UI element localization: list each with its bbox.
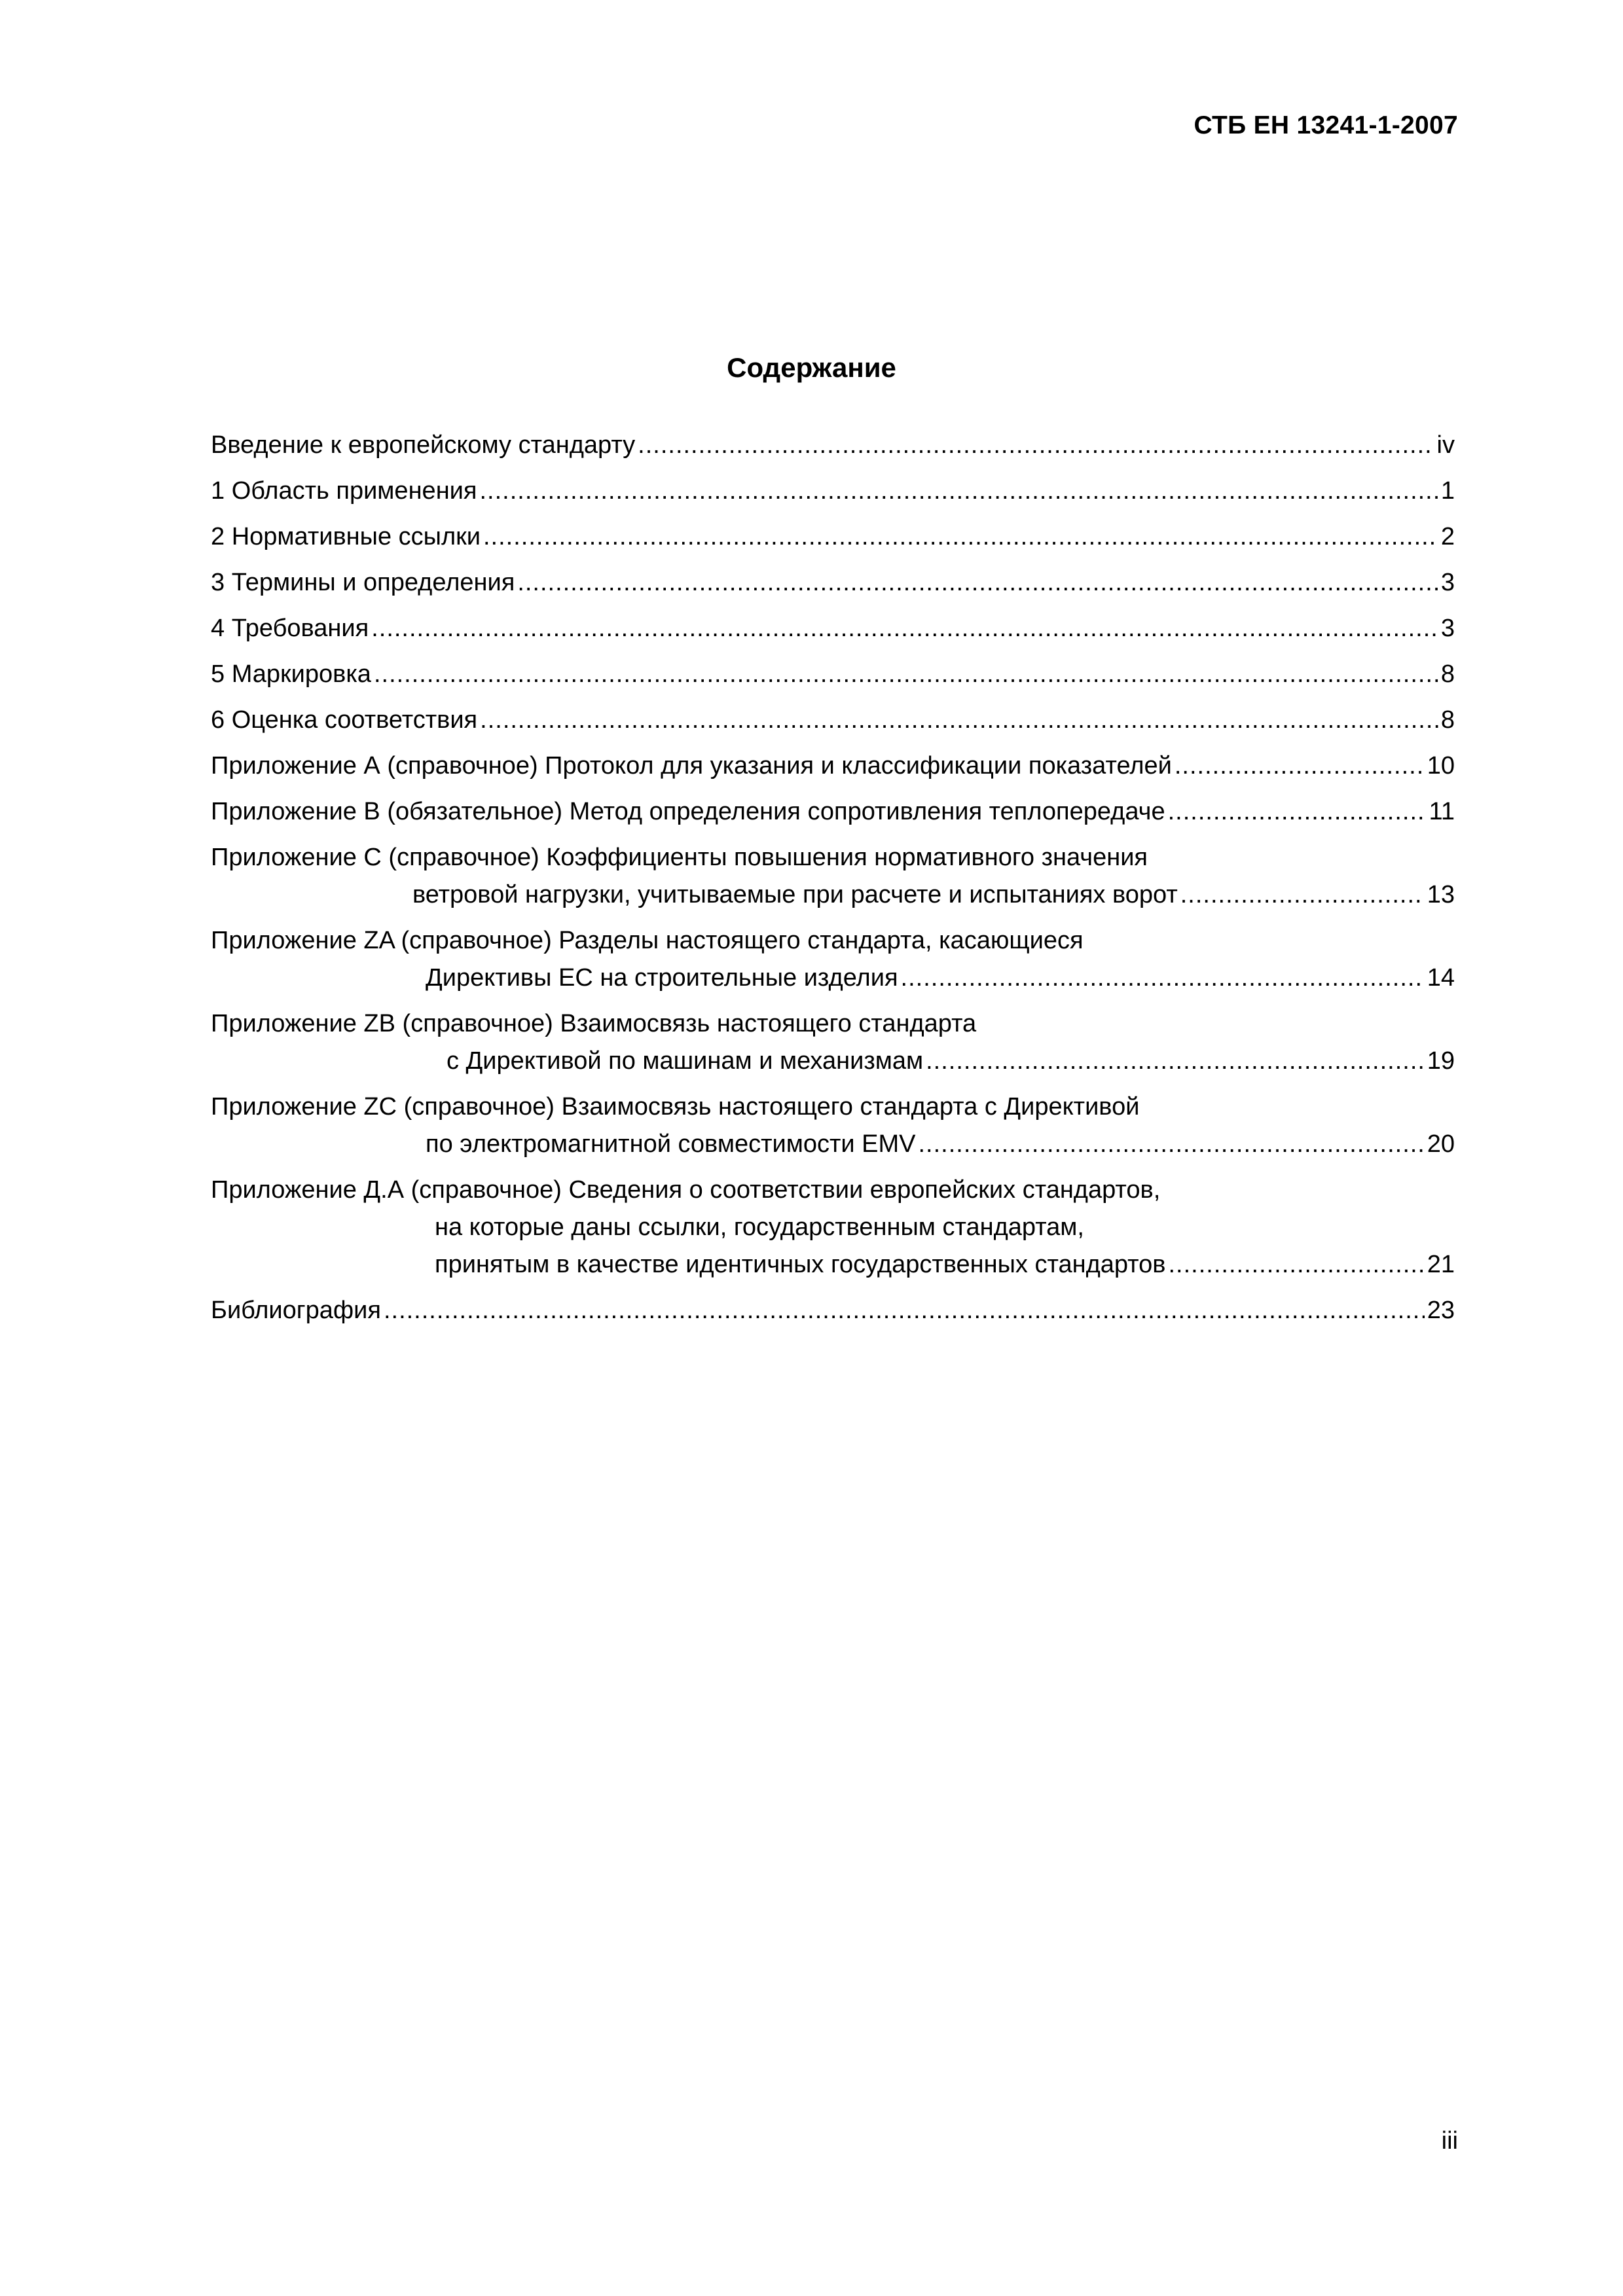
toc-page-number: 8 — [1440, 706, 1455, 734]
toc-leader-dots — [483, 518, 1438, 556]
toc-entry-title: 4 Требования — [211, 615, 369, 642]
toc-entry-title-continued: Директивы ЕС на строительные изделия — [426, 964, 898, 992]
toc-entry-title: Приложение В (обязательное) Метод определения сопротивления теплопередаче — [211, 798, 1165, 825]
toc-entry-title: 2 Нормативные ссылки — [211, 523, 481, 550]
toc-entry-title: Приложение ZA (справочное) Разделы настоящего стандарта, касающиеся — [211, 927, 1084, 954]
toc-leader-dots — [1168, 1246, 1424, 1283]
toc-leader-dots — [1180, 876, 1425, 914]
toc-entry-section-2[interactable] — [211, 518, 1455, 556]
toc-page-number: 10 — [1427, 752, 1455, 780]
toc-entry-title-continued: с Директивой по машинам и механизмам — [447, 1047, 924, 1075]
table-of-contents — [211, 427, 1455, 1338]
toc-leader-dots — [919, 1126, 1425, 1163]
toc-page-number: 21 — [1427, 1251, 1455, 1278]
document-code: СТБ ЕН 13241-1-2007 — [1194, 111, 1458, 139]
toc-entry-title-continued: по электромагнитной совместимости EMV — [426, 1130, 916, 1158]
toc-entry-title: 5 Маркировка — [211, 660, 371, 688]
toc-entry-section-5[interactable] — [211, 656, 1455, 693]
toc-page-number: 3 — [1440, 615, 1455, 642]
toc-entry-title: Библиография — [211, 1297, 381, 1324]
toc-entry-title: Приложение ZB (справочное) Взаимосвязь настоящего стандарта — [211, 1010, 977, 1037]
toc-entry-title: 3 Термины и определения — [211, 569, 515, 596]
toc-entry-introduction[interactable] — [211, 427, 1455, 464]
toc-page-number: 8 — [1440, 660, 1455, 688]
toc-entry-title: 6 Оценка соответствия — [211, 706, 478, 734]
toc-entry-annex-b[interactable] — [211, 793, 1455, 831]
toc-entry-title: Приложение Д.А (справочное) Сведения о соответствии европейских стандартов, — [211, 1176, 1161, 1204]
toc-leader-dots — [1168, 793, 1427, 831]
toc-leader-dots — [1175, 747, 1425, 785]
page-number: iii — [1441, 2127, 1458, 2155]
toc-page-number: 23 — [1427, 1297, 1455, 1324]
toc-entry-title: Приложение С (справочное) Коэффициенты повышения нормативного значения — [211, 844, 1148, 871]
toc-page-number: 3 — [1440, 569, 1455, 596]
toc-entry-title-continued: принятым в качестве идентичных государственных стандартов — [435, 1251, 1166, 1278]
toc-page-number: 14 — [1427, 964, 1455, 992]
toc-page-number: 11 — [1429, 798, 1455, 825]
toc-entry-title: Приложение А (справочное) Протокол для указания и классификации показателей — [211, 752, 1172, 780]
toc-entry-title: Приложение ZC (справочное) Взаимосвязь настоящего стандарта с Директивой — [211, 1093, 1140, 1121]
toc-entry-annex-c[interactable] — [211, 839, 1455, 914]
toc-leader-dots — [480, 702, 1438, 739]
toc-entry-section-6[interactable] — [211, 702, 1455, 739]
toc-entry-bibliography[interactable] — [211, 1292, 1455, 1329]
toc-entry-title: 1 Область применения — [211, 477, 477, 505]
toc-leader-dots — [479, 473, 1438, 510]
toc-entry-annex-zb[interactable] — [211, 1005, 1455, 1080]
toc-leader-dots — [926, 1043, 1425, 1080]
toc-title: Содержание — [727, 352, 896, 383]
toc-entry-section-1[interactable] — [211, 473, 1455, 510]
toc-page-number: 1 — [1440, 477, 1455, 505]
toc-entry-section-3[interactable] — [211, 564, 1455, 601]
toc-page-number: 20 — [1427, 1130, 1455, 1158]
toc-entry-title-continued: ветровой нагрузки, учитываемые при расчете и испытаниях ворот — [412, 881, 1178, 908]
toc-page-number: iv — [1436, 431, 1455, 459]
toc-leader-dots — [384, 1292, 1425, 1329]
toc-leader-dots — [374, 656, 1438, 693]
toc-entry-title: Введение к европейскому стандарту — [211, 431, 636, 459]
toc-entry-annex-a[interactable] — [211, 747, 1455, 785]
toc-page-number: 13 — [1427, 881, 1455, 908]
toc-entry-annex-da[interactable] — [211, 1172, 1455, 1283]
toc-entry-annex-za[interactable] — [211, 922, 1455, 997]
toc-entry-section-4[interactable] — [211, 610, 1455, 647]
toc-page-number: 2 — [1440, 523, 1455, 550]
toc-leader-dots — [638, 427, 1434, 464]
toc-entry-annex-zc[interactable] — [211, 1088, 1455, 1163]
toc-leader-dots — [901, 960, 1425, 997]
toc-entry-title-continued: на которые даны ссылки, государственным стандартам, — [435, 1213, 1084, 1241]
toc-leader-dots — [517, 564, 1438, 601]
toc-page-number: 19 — [1427, 1047, 1455, 1075]
toc-leader-dots — [371, 610, 1438, 647]
